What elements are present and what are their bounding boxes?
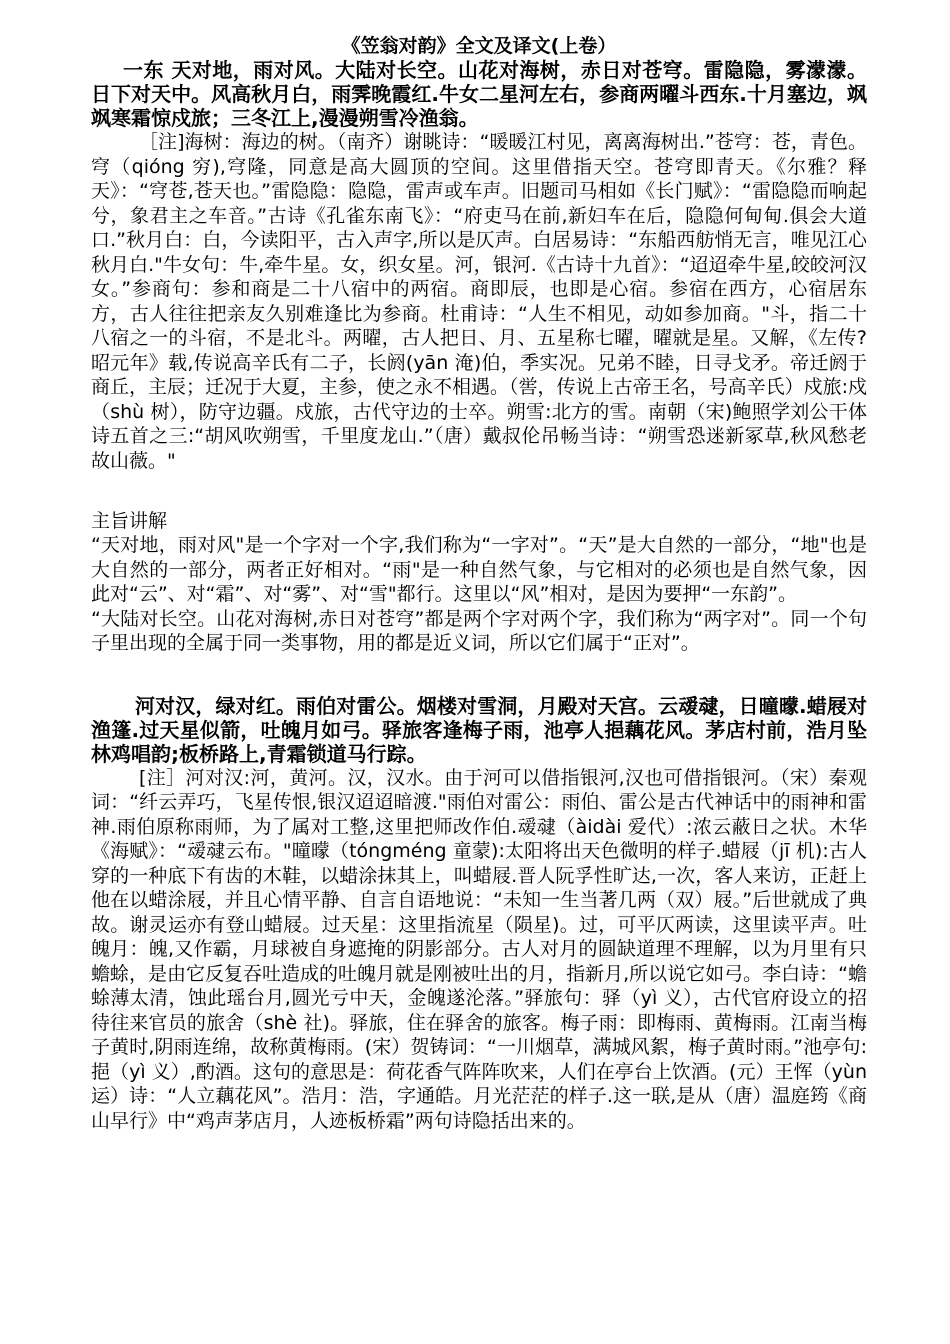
spacer (91, 656, 867, 694)
spacer (91, 473, 867, 509)
document-page (91, 34, 867, 1133)
verse-section-2: 河对汉，绿对红。雨伯对雷公。烟楼对雪洞，月殿对天宫。云叆叇，日曈曚.蜡屐对渔篷.过天星似箭，吐魄月如弓。驿旅客逢梅子雨，池亭人挹藕花风。茅店村前，浩月坠林鸡唱韵;板桥路上,青霜锁道马行踪。 (91, 693, 867, 766)
explanation-paragraph-1: “天对地，雨对风"是一个字对一个字,我们称为“一字对”。“天”是大自然的一部分，“地"也是大自然的一部分，两者正好相对。“雨"是一种自然气象，与它相对的必须也是自然气象，因此对“云”、对“霜”、对“雾”、对“雪"都行。这里以“风”相对，是因为要押“一东韵”。 (91, 534, 867, 605)
verse-section-1: 一东 天对地，雨对风。大陆对长空。山花对海树，赤日对苍穹。雷隐隐，雾濛濛。日下对天中。风高秋月白，雨霁晚霞红.牛女二星河左右，参商两曜斗西东.十月塞边，飒飒寒霜惊戍旅；三冬江上,漫漫朔雪冷渔翁。 (91, 58, 867, 130)
document-title: 《笠翁对韵》全文及译文(上卷） (341, 35, 617, 57)
notes-section-1: ［注]海树：海边的树。（南齐）谢眺诗：“暖暖江村见，离离海树出.”苍穹：苍，青色。穹（qióng 穷),穹隆，同意是高大圆顶的空间。这里借指天空。苍穹即青天。《尔雅？释天》：“穹苍,苍天也。”雷隐隐：隐隐，雷声或车声。旧题司马相如《长门赋》：“雷隐隐而响起兮，象君主之车音。”古诗《孔雀东南飞》：“府吏马在前,新妇车在后，隐隐何甸甸.俱会大道口.”秋月白：白，今读阳平，古入声字,所以是仄声。白居易诗：“东船西舫悄无言，唯见江心秋月白."牛女句：牛,牵牛星。女，织女星。河，银河.《古诗十九首》：“迢迢牵牛星,皎皎河汉女。”参商句：参和商是二十八宿中的两宿。商即辰，也即是心宿。参宿在西方，心宿居东方，古人往往把亲友久别难逢比为参商。杜甫诗：“人生不相见，动如参加商。"斗，指二十八宿之一的斗宿，不是北斗。两曜，古人把日、月、五星称七曜，曜就是星。又解，《左传?昭元年》载,传说高辛氏有二子，长阏(yān 淹)伯，季实况。兄弟不睦，日寻戈矛。帝迁阏于商丘，主辰；迁况于大夏，主参，使之永不相遇。（喾，传说上古帝王名，号高辛氏）戍旅:戍（shù 树），防守边疆。戍旅，古代守边的士卒。朔雪:北方的雪。南朝（宋)鲍照学刘公干体诗五首之三:“胡风吹朔雪，千里度龙山.”（唐）戴叔伦吊畅当诗：“朔雪恐迷新冢草,秋风愁老故山薇。" (91, 131, 867, 472)
explanation-heading: 主旨讲解 (91, 510, 168, 532)
notes-section-2: [注］河对汉:河，黄河。汉，汉水。由于河可以借指银河,汉也可借指银河。（宋）秦观词：“纤云弄巧，飞星传恨,银汉迢迢暗渡."雨伯对雷公：雨伯、雷公是古代神话中的雨神和雷神.雨伯原称雨师，为了属对工整,这里把师改作伯.叆叇（àidài 爱代）:浓云蔽日之状。木华《海赋》：“叆叇云布。"曈曚（tóngméng 童蒙):太阳将出天色微明的样子.蜡屐（jī 机):古人穿的一种底下有齿的木鞋，以蜡涂抹其上，叫蜡屐.晋人阮孚性旷达,一次，客人来访，正赶上他在以蜡涂屐，并且心情平静、自言自语地说：“未知一生当著几两（双）屐。”后世就成了典故。谢灵运亦有登山蜡屐。过天星：这里指流星（陨星)。过，可平仄两读，这里读平声。吐魄月：魄,又作霸，月球被自身遮掩的阴影部分。古人对月的圆缺道理不理解，以为月里有只蟾蜍，是由它反复吞吐造成的吐魄月就是刚被吐出的月，指新月,所以说它如弓。李白诗：“蟾蜍薄太清，蚀此瑶台月,圆光亏中天，金魄遂沦落。”驿旅句：驿（yì 义），古代官府设立的招待往来官员的旅舍（shè 社)。驿旅，住在驿舍的旅客。梅子雨：即梅雨、黄梅雨。江南当梅子黄时,阴雨连绵，故称黄梅雨。(宋）贺铸词：“一川烟草，满城风絮，梅子黄时雨。”池亭句:挹（yì 义）,酌酒。这句的意思是：荷花香气阵阵吹来，人们在亭台上饮酒。(元）王恽（yùn 运）诗：“人立藕花风”。浩月：浩，字通皓。月光茫茫的样子.这一联,是从（唐）温庭筠《商山早行》中“鸡声茅店月，人迹板桥霜”两句诗隐括出来的。 (91, 766, 867, 1132)
explanation-paragraph-2: “大陆对长空。山花对海树,赤日对苍穹”都是两个字对两个字，我们称为“两字对”。同一个句子里出现的全属于同一类事物，用的都是近义词，所以它们属于“正对”。 (91, 607, 867, 654)
